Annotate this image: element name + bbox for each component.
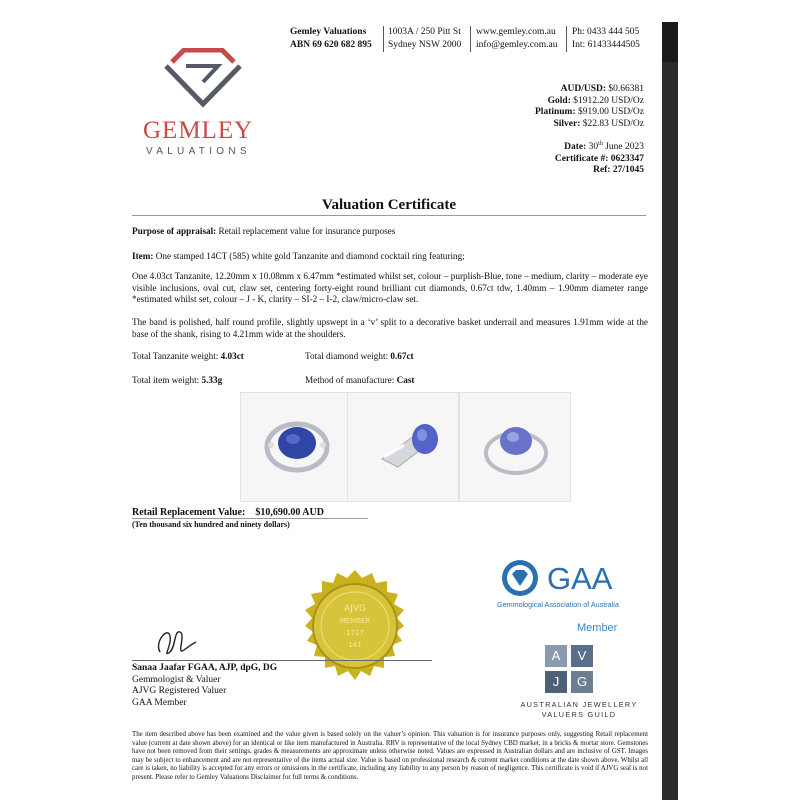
ajvg-name-line1: AUSTRALIAN JEWELLERY	[520, 700, 638, 709]
disclaimer-text: The item described above has been examined and the value given is based solely on the valuer’s opinion. This valuation is for insurance purposes only, suggesting Retail replacement value (current at date shown above) for an identical or like item manufactured in Australia. RRV is representative of the local Sydney CBD market, in a bricks & mortar store. Gemstones have not been removed from their settings, grades & measurements are approximate unless otherwise noted. Values are expressed in Australian dollars and are inclusive of GST. Images may be subject to enhancement and are not representative of the items actual size. Value is based on professional research & current market conditions at the date shown above. Whilst all care is taken, no liability is accepted for any errors or omissions in the certificate, including any liability to any person by reason of negligence. This certificate is void if AJVG seal is not present. Please refer to Gemley Valuations Disclaimer for full terms & conditions.	[132, 731, 648, 781]
gemley-diamond-logo-icon	[162, 48, 244, 108]
ring-top-icon	[460, 393, 570, 501]
item-line	[132, 251, 648, 263]
item-weight	[132, 375, 222, 387]
date-day: 30	[588, 142, 599, 153]
date-suffix: th	[598, 141, 603, 147]
ajvg-letter-g: G	[571, 671, 593, 693]
website-link[interactable]: www.gemley.com.au	[476, 27, 556, 37]
silver-label: Silver:	[553, 118, 581, 129]
certificate-label: Certificate #:	[554, 153, 609, 164]
seal-line-1: AJVG	[344, 604, 366, 614]
gold-label: Gold:	[547, 95, 571, 106]
purpose-label: Purpose of appraisal:	[132, 226, 217, 236]
signatory-name: Sanaa Jaafar FGAA, AJP, dpG, DG	[132, 663, 278, 673]
address-line1: 1003A / 250 Pitt St	[388, 27, 461, 37]
seal-line-2: MEMBER	[339, 617, 371, 625]
ring-photo-front	[240, 392, 352, 502]
date-value	[589, 142, 644, 152]
page-title: Valuation Certificate	[321, 197, 456, 213]
item-label: Item:	[132, 251, 154, 261]
signature-icon	[150, 622, 200, 662]
value-rule	[132, 518, 368, 519]
replacement-value-label: Retail Replacement Value:	[132, 507, 246, 518]
intl-number: Int: 61433444505	[572, 40, 640, 50]
manufacture-method	[305, 375, 414, 387]
purpose-value: Retail replacement value for insurance purposes	[218, 226, 396, 236]
signatory-role-3: GAA Member	[132, 697, 187, 708]
date-month-year: June 2023	[602, 142, 644, 153]
platinum-value: $919.00 USD/Oz	[578, 107, 644, 117]
header-company	[290, 26, 372, 52]
ring-photo-side	[347, 392, 459, 502]
ajvg-letter-a: A	[545, 645, 567, 667]
ajvg-gold-seal-icon	[290, 568, 420, 698]
aud-usd-label: AUD/USD:	[560, 84, 606, 94]
ajvg-name	[509, 700, 649, 720]
stone-description: One 4.03ct Tanzanite, 12.20mm x 10.08mm x 6.47mm *estimated whilst set, colour – purplish-Blue, tone – medium, clarity – moderate eye visible inclusions, oval cut, claw set, centering forty-eight round brilliant cut diamonds, 0.67ct tdw, 1.40mm – 1.90mm diameter range *estimated whilst set, colour – J - K, clarity – SI-2 – I-2, claw/micro-claw set.	[132, 271, 648, 304]
gaa-emblem-icon	[500, 558, 540, 598]
header-divider	[470, 26, 471, 52]
seal-line-4: 141	[348, 641, 362, 649]
ring-side-icon	[348, 393, 458, 501]
signatory-role-1: Gemmologist & Valuer	[132, 674, 221, 685]
company-abn: ABN 69 620 682 895	[290, 40, 372, 50]
seal-line-3: 1717	[346, 629, 364, 637]
platinum-label: Platinum:	[535, 107, 576, 117]
header-divider	[566, 26, 567, 52]
ajvg-letter-v: V	[571, 645, 593, 667]
phone-number: Ph: 0433 444 505	[572, 27, 640, 37]
manufacture-method-value: Cast	[396, 375, 415, 385]
gold-value: $1912.20 USD/Oz	[573, 95, 644, 106]
right-edge-bar-cap	[662, 22, 678, 62]
silver-value: $22.83 USD/Oz	[582, 118, 644, 129]
header-phone	[572, 26, 640, 52]
replacement-value-words: (Ten thousand six hundred and ninety dollars)	[132, 520, 290, 529]
signatory-block	[132, 663, 277, 709]
gaa-member-label: Member	[577, 622, 618, 634]
logo-subtitle: VALUATIONS	[146, 146, 251, 157]
band-description: The band is polished, half round profile, slightly upswept in a ‘v’ split to a decorative basket underrail and measures 1.91mm wide at the base of the shank, rising to 4.21mm wide at the shoulders.	[132, 317, 648, 339]
header-divider	[383, 26, 384, 52]
ref-number: 27/1045	[612, 165, 644, 176]
diamond-weight-label: Total diamond weight:	[305, 351, 389, 361]
replacement-value	[132, 507, 324, 518]
diamond-weight	[305, 351, 414, 363]
item-weight-value: 5.33g	[201, 375, 223, 385]
date-label: Date:	[564, 142, 587, 153]
ref-label: Ref:	[593, 165, 611, 176]
header-web	[476, 26, 557, 52]
aud-usd-value: $0.66381	[608, 84, 644, 94]
ajvg-letter-j: J	[545, 671, 567, 693]
gaa-full-name: Gemmological Association of Australia	[497, 600, 619, 609]
signatory-role-2: AJVG Registered Valuer	[132, 686, 227, 696]
tanzanite-weight-label: Total Tanzanite weight:	[132, 351, 219, 361]
tanzanite-weight	[132, 351, 244, 363]
ring-photo-top	[459, 392, 571, 502]
metal-rates	[535, 84, 644, 177]
signature-line	[132, 660, 432, 661]
email-link[interactable]: info@gemley.com.au	[476, 40, 558, 50]
item-value: One stamped 14CT (585) white gold Tanzanite and diamond cocktail ring featuring;	[155, 251, 465, 261]
tanzanite-weight-value: 4.03ct	[220, 351, 244, 361]
right-edge-bar	[662, 22, 678, 800]
manufacture-method-label: Method of manufacture:	[305, 375, 395, 385]
logo-wordmark: GEMLEY	[143, 117, 254, 144]
ajvg-name-line2: VALUERS GUILD	[541, 710, 617, 719]
purpose-line	[132, 226, 648, 238]
replacement-value-amount: $10,690.00 AUD	[255, 507, 324, 518]
title-rule	[132, 215, 646, 216]
header-address	[388, 26, 461, 52]
company-name: Gemley Valuations	[290, 27, 367, 37]
item-weight-label: Total item weight:	[132, 375, 200, 385]
ring-front-icon	[241, 393, 351, 501]
diamond-weight-value: 0.67ct	[390, 351, 414, 361]
certificate-number: 0623347	[610, 153, 644, 164]
address-line2: Sydney NSW 2000	[388, 40, 462, 50]
gaa-wordmark: GAA	[547, 561, 613, 596]
